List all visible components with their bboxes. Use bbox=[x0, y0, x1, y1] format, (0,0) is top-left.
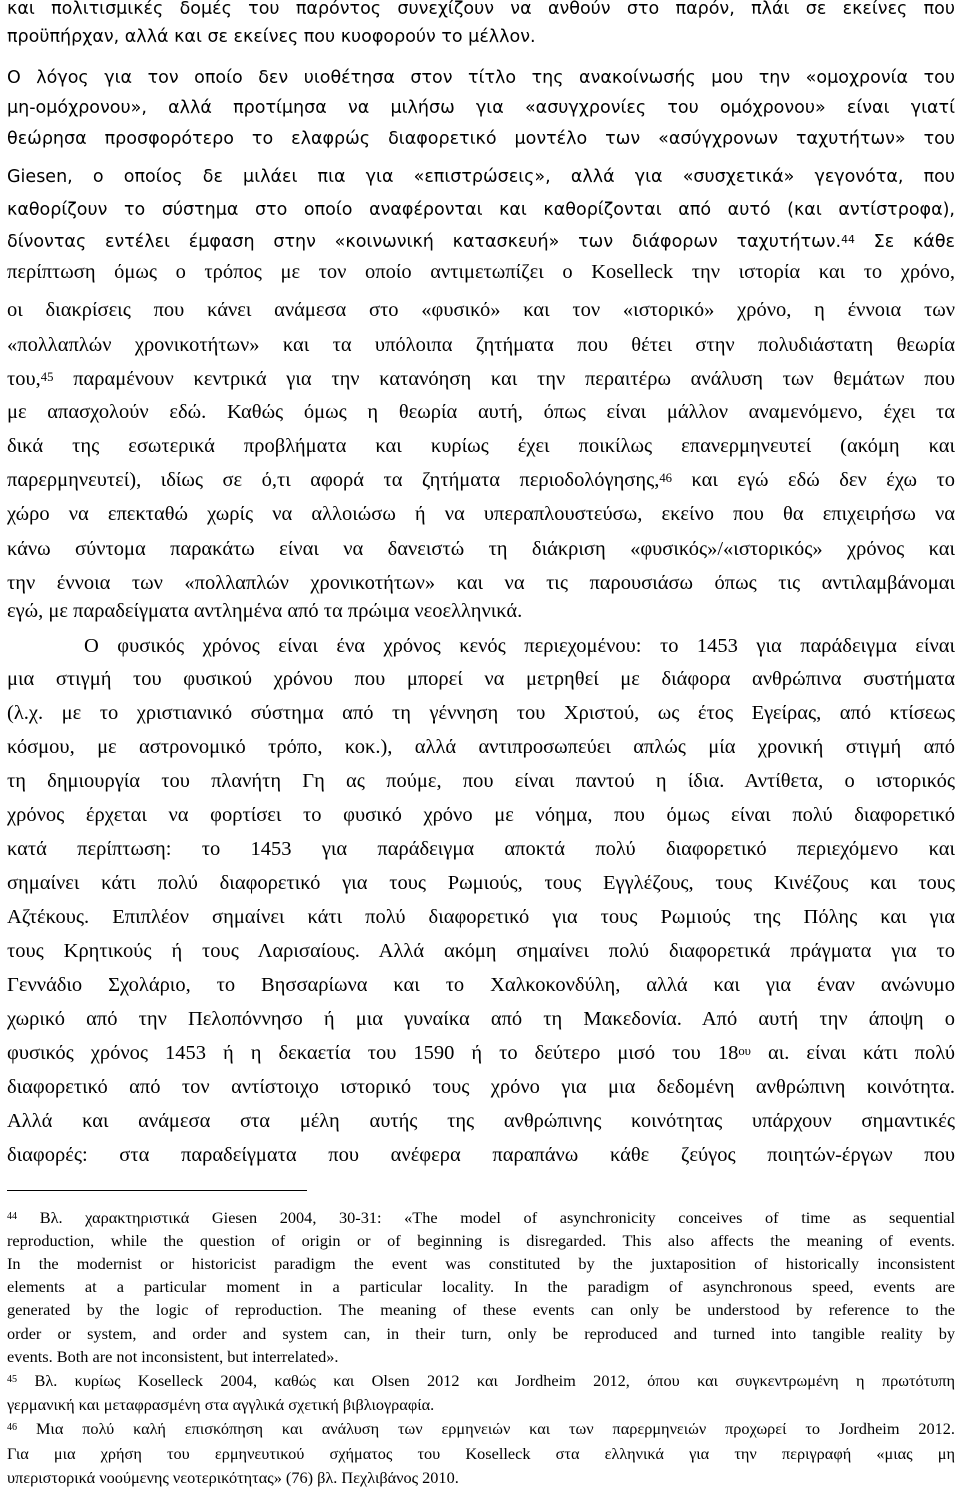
text-line: διαφορετικό από τον αντίστοιχο ιστορικό τους χρόνο για μια δεδομένη ανθρώπινη κοινότητα. bbox=[7, 1076, 955, 1098]
text-line: κατά περίπτωση: το 1453 για παράδειγμα αποκτά πολύ διαφορετικό περιεχόμενο και bbox=[7, 838, 955, 860]
text-line: με απασχολούν εδώ. Καθώς όμως η θεωρία αυτή, όπως είναι μάλλον αναμενόμενο, έχει τα bbox=[7, 401, 955, 423]
footnote-line: generated by the logic of reproduction. The meaning of these events can only be understood by reference to the bbox=[7, 1300, 955, 1319]
text-line: χωρικό από την Πελοπόννησο ή μια γυναίκα από τη Μακεδονία. Από αυτή την άποψη ο bbox=[7, 1008, 955, 1030]
text-run: παραμένουν κεντρικά για την κατανόηση και την περαιτέρω ανάλυση των θεμάτων που bbox=[53, 368, 955, 390]
text-line: (λ.χ. με το χριστιανικό σύστημα από τη γέννηση του Χριστού, ως έτος Εγείρας, από κτίσεως bbox=[7, 702, 955, 724]
text-line: Αλλά και ανάμεσα στα μέλη αυτής της ανθρώπινης κοινότητας υπάρχουν σημαντικές bbox=[7, 1110, 955, 1132]
text-line: Ο λόγος για τον οποίο δεν υιοθέτησα στον τίτλο της ανακοίνωσής μου την «ομοχρονία του bbox=[7, 68, 955, 88]
text-line: «πολλαπλών χρονικοτήτων» και τα υπόλοιπα ζητήματα που θέτει στην πολυδιάστατη θεωρία bbox=[7, 334, 955, 356]
footnote-line: Για μια χρήση του ερμηνευτικού σχήματος του Koselleck στα ελληνικά για την περιγραφή «μιας μη bbox=[7, 1444, 955, 1463]
superscript: ου bbox=[738, 1043, 751, 1058]
footnote-number: 44 bbox=[7, 1211, 18, 1223]
text-line: δικά της εσωτερικά προβλήματα και κυρίως έχει ποικίλως επανερμηνευτεί (ακόμη και bbox=[7, 435, 955, 457]
footnote-line: reproduction, while the question of origin or of beginning is disregarded. This also affects the meaning of events. bbox=[7, 1231, 955, 1250]
footnote-line: events. Both are not inconsistent, but interrelated». bbox=[7, 1347, 339, 1366]
text-line: Giesen, ο οποίος δε μιλάει πια για «επιστρώσεις», αλλά για «συσχετικά» γεγονότα, που bbox=[7, 167, 955, 187]
text-line: Γεννάδιο Σχολάριο, το Βησσαρίωνα και το Χαλκοκονδύλη, αλλά και για έναν ανώνυμο bbox=[7, 974, 955, 996]
text-run: και εγώ εδώ δεν έχω το bbox=[672, 469, 955, 491]
footnote-number: 45 bbox=[7, 1374, 18, 1386]
text-run: Μια πολύ καλή επισκόπηση και ανάλυση των ερμηνειών και των παρερμηνειών προχωρεί το Jordheim 2012. bbox=[17, 1419, 955, 1438]
text-line: Ο φυσικός χρόνος είναι ένα χρόνος κενός περιεχομένου: το 1453 για παράδειγμα είναι bbox=[84, 635, 955, 657]
text-run: παρερμηνευτεί), ιδίως σε ό,τι αφορά τα ζητήματα περιοδολόγησης, bbox=[7, 469, 660, 491]
footnote-ref: 45 bbox=[40, 369, 54, 384]
text-run: φυσικός χρόνος 1453 ή η δεκαετία του 1590 ή το δεύτερο μισό του 18 bbox=[7, 1042, 739, 1064]
footnote-number: 46 bbox=[7, 1422, 18, 1434]
text-line: μια στιγμή του φυσικού χρόνου που μπορεί να μετρηθεί με διάφορα ανθρώπινα συστήματα bbox=[7, 668, 955, 690]
footnote-separator bbox=[7, 1190, 307, 1191]
text-line: την έννοια των «πολλαπλών χρονικοτήτων» και να τις παρουσιάσω όπως τις αντιλαμβάνομαι bbox=[7, 572, 955, 594]
text-run: αι. είναι κάτι πολύ bbox=[750, 1042, 955, 1064]
footnote-ref: 44 bbox=[841, 233, 855, 247]
footnote-line: In the modernist or historicist paradigm the event was constituted by the juxtaposition of historically inconsistent bbox=[7, 1254, 955, 1273]
text-run: Σε κάθε bbox=[854, 232, 955, 252]
text-line: μη-ομόχρονου», αλλά προτίμησα να μιλήσω για «ασυγχρονίες του ομόχρονου» είναι γιατί bbox=[7, 98, 955, 118]
text-line: προϋπήρχαν, αλλά και σε εκείνες που κυοφορούν το μέλλον. bbox=[7, 27, 536, 47]
text-run: Βλ. χαρακτηριστικά Giesen 2004, 30-31: «The model of asynchronicity conceives of time as sequential bbox=[17, 1208, 955, 1227]
text-line: σημαίνει κάτι πολύ διαφορετικό για τους Ρωμιούς, τους Εγγλέζους, τους Κινέζους και τους bbox=[7, 872, 955, 894]
text-line: κόσμου, με αστρονομικό τρόπο, κοκ.), αλλά αντιπροσωπεύει απλώς μία χρονική στιγμή από bbox=[7, 736, 955, 758]
text-line: κάνω σύντομα παρακάτω είναι να δανειστώ τη διάκριση «φυσικός»/«ιστορικός» χρόνος και bbox=[7, 538, 955, 560]
text-run: Βλ. κυρίως Koselleck 2004, καθώς και Olsen 2012 και Jordheim 2012, όπου και συγκεντρωμένη η πρωτότυπη bbox=[17, 1371, 955, 1390]
text-line: καθορίζουν το σύστημα στο οποίο αναφέρονται και καθορίζονται από αυτό (και αντίστροφα), bbox=[7, 200, 955, 220]
text-line: οι διακρίσεις που κάνει ανάμεσα στο «φυσικό» και τον «ιστορικό» χρόνο, η έννοια των bbox=[7, 299, 955, 321]
text-line bbox=[7, 233, 955, 252]
text-line: Αζτέκους. Επιπλέον σημαίνει κάτι πολύ διαφορετικό για τους Ρωμιούς της Πόλης και για bbox=[7, 906, 955, 928]
footnote-line: order or system, and order and system can, in their turn, only be reproduced and turned into tangible reality by bbox=[7, 1324, 955, 1343]
footnote-line: γερμανική και μεταφρασμένη στα αγγλικά σχετική βιβλιογραφία. bbox=[7, 1395, 435, 1414]
text-line: και πολιτισμικές δομές του παρόντος συνεχίζουν να ανθούν στο παρόν, πλάι σε εκείνες που bbox=[7, 0, 955, 19]
footnote-line bbox=[7, 1210, 955, 1226]
footnote-ref: 46 bbox=[659, 470, 673, 485]
text-line bbox=[7, 370, 955, 389]
text-line: περίπτωση όμως ο τρόπος με τον οποίο αντιμετωπίζει ο Koselleck την ιστορία και το χρόνο, bbox=[7, 261, 955, 283]
text-line: χρόνος έρχεται να φορτίσει το φυσικό χρόνο με νόημα, που όμως είναι πολύ διαφορετικό bbox=[7, 804, 955, 826]
text-line bbox=[7, 1044, 955, 1063]
footnote-line bbox=[7, 1373, 955, 1389]
text-run: του, bbox=[7, 368, 41, 390]
text-line: χώρο να επεκταθώ χωρίς να αλλοιώσω ή να υπεραπλουστεύσω, εκείνο που θα επιχειρήσω να bbox=[7, 503, 955, 525]
text-line: εγώ, με παραδείγματα αντλημένα από τα πρώιμα νεοελληνικά. bbox=[7, 600, 523, 622]
text-line: τους Κρητικούς ή τους Λαρισαίους. Αλλά ακόμη σημαίνει πολύ διαφορετικά πράγματα για το bbox=[7, 940, 955, 962]
footnote-line bbox=[7, 1421, 955, 1437]
footnote-line: elements at a particular moment in a particular locality. In the paradigm of asynchronous speed, events are bbox=[7, 1277, 955, 1296]
text-run: δίνοντας εντέλει έμφαση στην «κοινωνική κατασκευή» των διάφορων ταχυτήτων. bbox=[7, 232, 842, 252]
text-line: θεώρησα προσφορότερο το ελαφρώς διαφορετικό μοντέλο των «ασύγχρονων ταχυτήτων» του bbox=[7, 129, 955, 149]
text-line: τη δημιουργία του πλανήτη Γη ας πούμε, που είναι παντού η ίδια. Αντίθετα, ο ιστορικός bbox=[7, 770, 955, 792]
text-line bbox=[7, 471, 955, 490]
footnote-line: υπεριστορικά νοούμενης νεοτερικότητας» (76) βλ. Πεχλιβάνος 2010. bbox=[7, 1468, 459, 1487]
text-line: διαφορές: στα παραδείγματα που ανέφερα παραπάνω κάθε ζεύγος ποιητών-έργων που bbox=[7, 1144, 955, 1166]
